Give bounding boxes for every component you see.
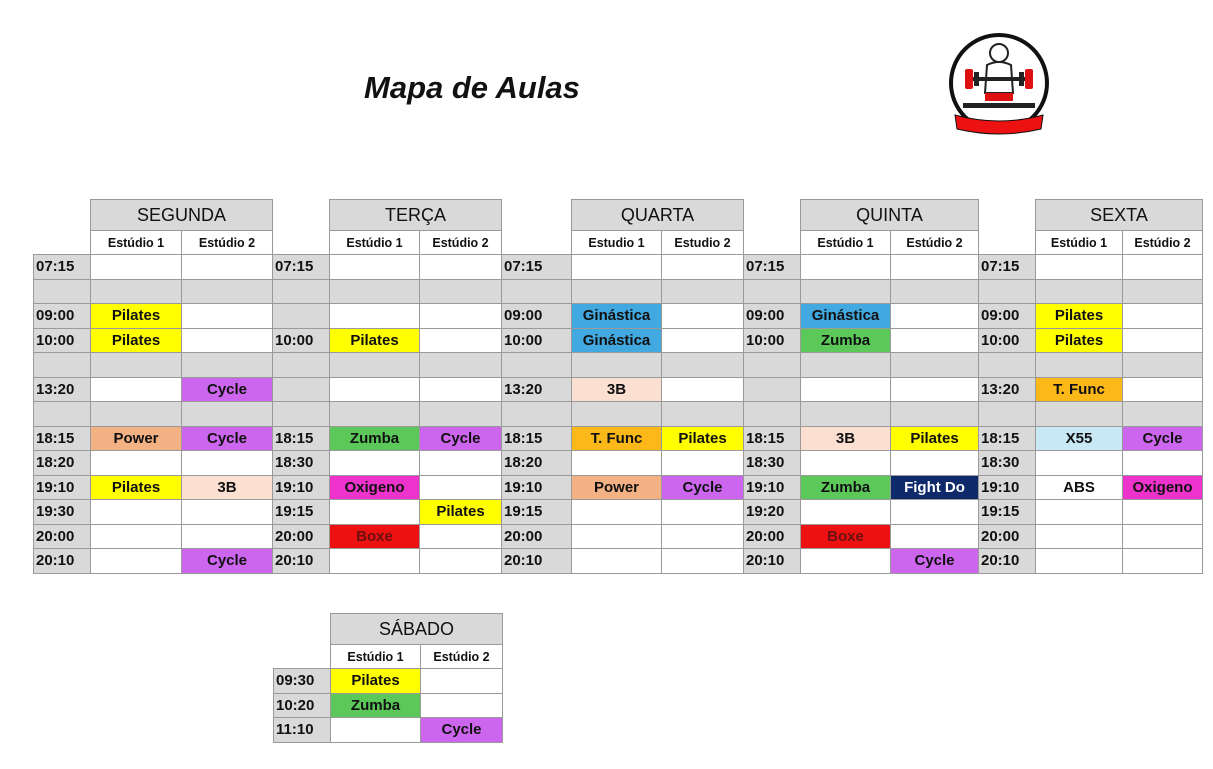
schedule-row [34, 353, 1203, 378]
class-cell [891, 500, 979, 525]
class-cell [420, 402, 502, 427]
time-cell: 20:00 [744, 524, 801, 549]
time-cell: 19:10 [979, 475, 1036, 500]
time-cell [502, 402, 572, 427]
time-cell [502, 279, 572, 304]
class-cell [662, 549, 744, 574]
class-cell: Pilates [891, 426, 979, 451]
class-cell [182, 328, 273, 353]
time-cell [34, 353, 91, 378]
time-cell: 18:20 [502, 451, 572, 476]
class-cell [801, 255, 891, 280]
class-cell [420, 279, 502, 304]
blank-cell [979, 231, 1036, 255]
schedule-row [34, 549, 1203, 574]
blank-cell [502, 231, 572, 255]
studio-label: Estudio 2 [662, 231, 744, 255]
class-cell [662, 353, 744, 378]
time-cell [979, 353, 1036, 378]
class-cell [330, 279, 420, 304]
class-cell [330, 500, 420, 525]
schedule-row [34, 402, 1203, 427]
class-cell [182, 353, 273, 378]
studio-label: Estúdio 1 [1036, 231, 1123, 255]
time-cell: 20:10 [502, 549, 572, 574]
time-cell [744, 353, 801, 378]
class-cell [420, 353, 502, 378]
time-cell [273, 353, 330, 378]
schedule-row [34, 475, 1203, 500]
class-cell [330, 255, 420, 280]
class-cell [91, 451, 182, 476]
time-cell: 13:20 [34, 377, 91, 402]
class-cell: Pilates [91, 328, 182, 353]
class-cell: Pilates [420, 500, 502, 525]
class-cell: Boxe [330, 524, 420, 549]
studio-label: Estúdio 2 [1123, 231, 1203, 255]
class-cell: Cycle [421, 718, 503, 743]
class-cell [662, 377, 744, 402]
class-cell [420, 255, 502, 280]
time-cell [34, 402, 91, 427]
class-cell [91, 500, 182, 525]
class-cell: 3B [572, 377, 662, 402]
schedule-row [274, 693, 503, 718]
class-cell: Pilates [91, 475, 182, 500]
time-cell [34, 279, 91, 304]
blank-cell [273, 200, 330, 231]
studio-label: Estúdio 2 [182, 231, 273, 255]
class-cell [572, 451, 662, 476]
day-header-3: QUINTA [801, 200, 979, 231]
time-cell [744, 402, 801, 427]
class-cell: Pilates [330, 328, 420, 353]
time-cell: 20:00 [34, 524, 91, 549]
time-cell: 20:00 [273, 524, 330, 549]
saturday-schedule-table [273, 613, 503, 743]
class-cell [662, 255, 744, 280]
class-cell: 3B [801, 426, 891, 451]
class-cell [801, 279, 891, 304]
class-cell [1123, 402, 1203, 427]
class-cell: Zumba [330, 426, 420, 451]
time-cell: 09:00 [502, 304, 572, 329]
class-cell [1123, 328, 1203, 353]
time-cell [502, 353, 572, 378]
class-cell: Cycle [891, 549, 979, 574]
class-cell [801, 402, 891, 427]
time-cell: 18:30 [744, 451, 801, 476]
class-cell [330, 451, 420, 476]
class-cell [421, 669, 503, 694]
time-cell: 19:10 [502, 475, 572, 500]
time-cell: 20:10 [273, 549, 330, 574]
time-cell: 10:00 [744, 328, 801, 353]
class-cell [420, 304, 502, 329]
time-cell: 20:10 [34, 549, 91, 574]
class-cell: Oxigeno [330, 475, 420, 500]
class-cell [182, 524, 273, 549]
class-cell: Zumba [801, 475, 891, 500]
class-cell [662, 451, 744, 476]
class-cell: T. Func [572, 426, 662, 451]
schedule-row [34, 304, 1203, 329]
time-cell: 19:15 [273, 500, 330, 525]
class-cell: Fight Do [891, 475, 979, 500]
time-cell: 18:30 [979, 451, 1036, 476]
class-cell [801, 500, 891, 525]
time-cell: 10:00 [34, 328, 91, 353]
class-cell: Ginástica [572, 304, 662, 329]
class-cell: Cycle [182, 377, 273, 402]
time-cell: 07:15 [744, 255, 801, 280]
class-cell: Power [572, 475, 662, 500]
blank-cell [274, 614, 331, 645]
gym-logo [941, 31, 1057, 137]
time-cell: 19:15 [979, 500, 1036, 525]
class-cell [182, 451, 273, 476]
class-cell [1036, 279, 1123, 304]
time-cell: 20:10 [979, 549, 1036, 574]
class-cell [91, 255, 182, 280]
class-cell [1123, 377, 1203, 402]
time-cell [273, 377, 330, 402]
time-cell: 18:15 [744, 426, 801, 451]
class-cell [891, 304, 979, 329]
time-cell [744, 279, 801, 304]
class-cell [891, 451, 979, 476]
class-cell [1123, 255, 1203, 280]
class-cell [572, 353, 662, 378]
time-cell: 19:30 [34, 500, 91, 525]
time-cell: 18:30 [273, 451, 330, 476]
class-cell [182, 279, 273, 304]
class-cell [330, 377, 420, 402]
class-cell [91, 402, 182, 427]
class-cell [662, 328, 744, 353]
blank-cell [979, 200, 1036, 231]
time-cell: 20:00 [502, 524, 572, 549]
class-cell [91, 377, 182, 402]
time-cell: 13:20 [979, 377, 1036, 402]
class-cell [1036, 402, 1123, 427]
time-cell: 18:15 [273, 426, 330, 451]
time-cell [979, 279, 1036, 304]
time-cell: 20:10 [744, 549, 801, 574]
class-cell [891, 377, 979, 402]
class-cell [662, 500, 744, 525]
class-cell: Cycle [662, 475, 744, 500]
class-cell [1123, 549, 1203, 574]
studio-label: Estudio 1 [572, 231, 662, 255]
class-cell: Cycle [420, 426, 502, 451]
class-cell: Pilates [662, 426, 744, 451]
class-cell [1123, 451, 1203, 476]
studio-label: Estúdio 2 [421, 645, 503, 669]
class-cell [572, 524, 662, 549]
page-title: Mapa de Aulas [364, 70, 580, 105]
studio-label: Estúdio 1 [91, 231, 182, 255]
time-cell: 13:20 [502, 377, 572, 402]
class-cell [1036, 500, 1123, 525]
class-cell [91, 353, 182, 378]
time-cell: 07:15 [34, 255, 91, 280]
class-cell [801, 377, 891, 402]
class-cell [330, 402, 420, 427]
time-cell: 18:15 [34, 426, 91, 451]
class-cell [891, 353, 979, 378]
class-cell [801, 451, 891, 476]
studio-label: Estúdio 2 [891, 231, 979, 255]
class-cell [662, 402, 744, 427]
time-cell: 07:15 [502, 255, 572, 280]
class-cell [330, 353, 420, 378]
class-cell [420, 524, 502, 549]
time-cell: 19:15 [502, 500, 572, 525]
class-cell [572, 500, 662, 525]
class-cell: T. Func [1036, 377, 1123, 402]
class-cell: Pilates [1036, 328, 1123, 353]
blank-cell [274, 645, 331, 669]
time-cell: 18:15 [502, 426, 572, 451]
class-cell: Pilates [91, 304, 182, 329]
time-cell [273, 279, 330, 304]
time-cell: 20:00 [979, 524, 1036, 549]
studio-label: Estúdio 2 [420, 231, 502, 255]
class-cell [891, 255, 979, 280]
class-cell [572, 402, 662, 427]
blank-cell [34, 231, 91, 255]
class-cell [91, 549, 182, 574]
class-cell: Zumba [331, 693, 421, 718]
time-cell: 10:00 [273, 328, 330, 353]
class-cell [891, 524, 979, 549]
class-cell: Zumba [801, 328, 891, 353]
class-cell [572, 279, 662, 304]
time-cell: 07:15 [273, 255, 330, 280]
class-cell [420, 475, 502, 500]
time-cell: 09:00 [744, 304, 801, 329]
class-cell [1036, 524, 1123, 549]
class-cell [572, 549, 662, 574]
class-cell [1123, 279, 1203, 304]
blank-cell [502, 200, 572, 231]
class-cell [1036, 451, 1123, 476]
class-cell [572, 255, 662, 280]
schedule-row [34, 279, 1203, 304]
time-cell: 10:20 [274, 693, 331, 718]
class-cell: Cycle [182, 426, 273, 451]
time-cell [744, 377, 801, 402]
time-cell: 19:10 [273, 475, 330, 500]
day-header-2: QUARTA [572, 200, 744, 231]
schedule-row [34, 524, 1203, 549]
day-header-0: SEGUNDA [91, 200, 273, 231]
class-cell: 3B [182, 475, 273, 500]
time-cell: 19:20 [744, 500, 801, 525]
class-cell [420, 549, 502, 574]
day-header-0: SÁBADO [331, 614, 503, 645]
class-cell: Cycle [1123, 426, 1203, 451]
class-cell [662, 304, 744, 329]
class-cell [331, 718, 421, 743]
class-cell: Oxigeno [1123, 475, 1203, 500]
time-cell: 18:20 [34, 451, 91, 476]
class-cell: Cycle [182, 549, 273, 574]
time-cell [273, 402, 330, 427]
class-cell [330, 304, 420, 329]
studio-label: Estúdio 1 [801, 231, 891, 255]
class-cell: Pilates [331, 669, 421, 694]
time-cell: 19:10 [34, 475, 91, 500]
blank-cell [34, 200, 91, 231]
class-cell [662, 524, 744, 549]
time-cell [273, 304, 330, 329]
time-cell: 11:10 [274, 718, 331, 743]
schedule-row [34, 426, 1203, 451]
class-cell [182, 255, 273, 280]
class-cell [1036, 255, 1123, 280]
time-cell: 09:00 [979, 304, 1036, 329]
class-cell [420, 377, 502, 402]
class-cell [891, 279, 979, 304]
class-cell [1036, 353, 1123, 378]
class-cell [1036, 549, 1123, 574]
class-cell: Ginástica [572, 328, 662, 353]
blank-cell [273, 231, 330, 255]
class-cell: Boxe [801, 524, 891, 549]
time-cell: 07:15 [979, 255, 1036, 280]
schedule-row [34, 500, 1203, 525]
class-cell [891, 402, 979, 427]
schedule-row [274, 718, 503, 743]
class-cell: Pilates [1036, 304, 1123, 329]
class-cell [182, 402, 273, 427]
class-cell [1123, 353, 1203, 378]
time-cell: 18:15 [979, 426, 1036, 451]
class-cell [330, 549, 420, 574]
class-cell [91, 279, 182, 304]
schedule-row [34, 451, 1203, 476]
class-cell [421, 693, 503, 718]
schedule-row [274, 669, 503, 694]
class-cell [420, 451, 502, 476]
time-cell: 19:10 [744, 475, 801, 500]
class-cell: Ginástica [801, 304, 891, 329]
schedule-row [34, 377, 1203, 402]
class-cell: Power [91, 426, 182, 451]
blank-cell [744, 231, 801, 255]
time-cell: 10:00 [502, 328, 572, 353]
schedule-row [34, 328, 1203, 353]
time-cell [979, 402, 1036, 427]
class-cell [182, 304, 273, 329]
class-cell: ABS [1036, 475, 1123, 500]
time-cell: 10:00 [979, 328, 1036, 353]
class-cell [801, 549, 891, 574]
class-cell [1123, 524, 1203, 549]
class-cell [1123, 500, 1203, 525]
weekly-schedule-table [33, 199, 1203, 574]
time-cell: 09:00 [34, 304, 91, 329]
class-cell: X55 [1036, 426, 1123, 451]
class-cell [662, 279, 744, 304]
class-cell [91, 524, 182, 549]
class-cell [420, 328, 502, 353]
studio-label: Estúdio 1 [330, 231, 420, 255]
time-cell: 09:30 [274, 669, 331, 694]
class-cell [1123, 304, 1203, 329]
class-cell [801, 353, 891, 378]
blank-cell [744, 200, 801, 231]
schedule-row [34, 255, 1203, 280]
studio-label: Estúdio 1 [331, 645, 421, 669]
class-cell [182, 500, 273, 525]
class-cell [891, 328, 979, 353]
day-header-4: SEXTA [1036, 200, 1203, 231]
day-header-1: TERÇA [330, 200, 502, 231]
